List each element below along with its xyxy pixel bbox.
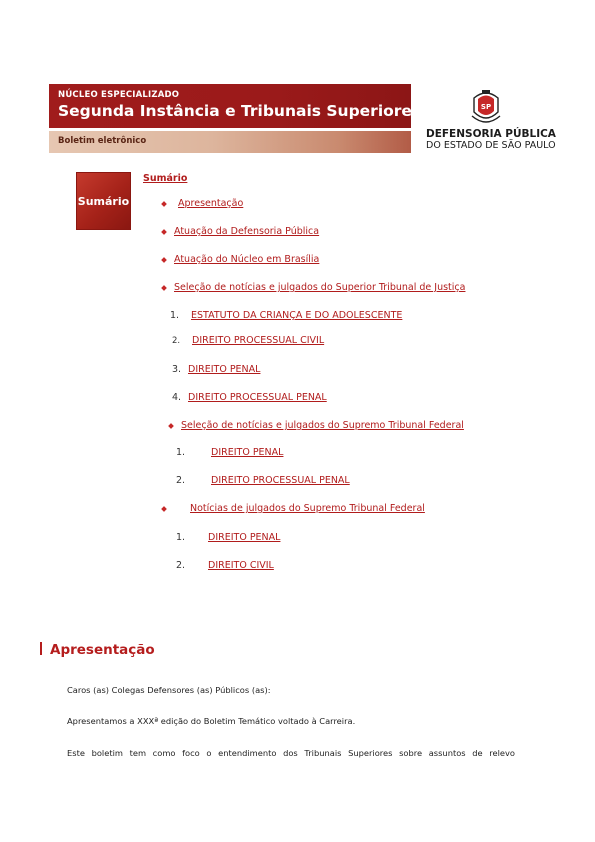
toc-link[interactable]: Atuação do Núcleo em Brasília (174, 254, 320, 265)
bullet-icon (161, 506, 167, 512)
toc-item-stj-1[interactable] (170, 310, 402, 321)
toc-item-stf-2[interactable] (176, 475, 350, 486)
bullet-icon (161, 285, 167, 291)
svg-text:SP: SP (480, 103, 492, 111)
banner-top (49, 84, 422, 128)
toc-item-apresentacao[interactable] (162, 198, 243, 209)
toc-item-atuacao-defensoria[interactable] (162, 226, 319, 237)
paragraph-intro: Apresentamos a XXXª edição do Boletim Temático voltado à Carreira. (67, 716, 356, 726)
item-number: 1. (170, 310, 180, 321)
toc-item-stj-4[interactable] (172, 392, 327, 403)
toc-link[interactable]: Seleção de notícias e julgados do Superior Tribunal de Justiça (174, 282, 466, 293)
item-number: 2. (172, 335, 181, 346)
paragraph-greeting: Caros (as) Colegas Defensores (as) Públicos (as): (67, 685, 271, 695)
toc-link[interactable]: DIREITO CIVIL (208, 560, 274, 571)
banner-title: Segunda Instância e Tribunais Superiores (58, 102, 422, 120)
item-number: 1. (176, 532, 186, 543)
banner-bottom (49, 131, 411, 153)
paragraph-focus: Este boletim tem como foco o entendimento dos Tribunais Superiores sobre assuntos de relevo (67, 748, 515, 758)
item-number: 4. (172, 392, 182, 403)
toc-item-stj-3[interactable] (172, 364, 260, 375)
toc-link[interactable]: DIREITO PROCESSUAL CIVIL (192, 335, 325, 346)
toc-link[interactable]: DIREITO PENAL (188, 364, 261, 375)
toc-link[interactable]: DIREITO PENAL (208, 532, 281, 543)
section-heading (40, 642, 155, 658)
toc-title-link[interactable]: Sumário (143, 173, 188, 184)
toc-link[interactable]: Notícias de julgados do Supremo Tribunal Federal (190, 503, 425, 514)
item-number: 3. (172, 364, 182, 375)
item-number: 2. (176, 560, 186, 571)
toc-link[interactable]: DIREITO PENAL (211, 447, 284, 458)
toc-item-noticias-1[interactable] (176, 532, 280, 543)
coat-of-arms-icon (470, 88, 502, 126)
item-number: 1. (176, 447, 186, 458)
toc-item-stf[interactable] (169, 420, 464, 431)
summary-box (76, 172, 131, 230)
toc-item-stj-2[interactable] (172, 335, 324, 346)
logo-line-1: DEFENSORIA PÚBLICA (426, 128, 556, 140)
banner-kicker: NÚCLEO ESPECIALIZADO (58, 90, 180, 100)
toc-item-noticias-stf[interactable] (162, 503, 425, 514)
header-banner (49, 84, 422, 153)
toc-link[interactable]: Apresentação (178, 198, 244, 209)
banner-subtitle: Boletim eletrônico (58, 136, 147, 146)
section-heading-text: Apresentação (50, 642, 155, 658)
toc-item-atuacao-nucleo[interactable] (162, 254, 319, 265)
bullet-icon (161, 201, 167, 207)
toc-link[interactable]: Atuação da Defensoria Pública (174, 226, 320, 237)
toc-link[interactable]: ESTATUTO DA CRIANÇA E DO ADOLESCENTE (191, 310, 403, 321)
toc-link[interactable]: DIREITO PROCESSUAL PENAL (188, 392, 327, 403)
toc-link[interactable]: DIREITO PROCESSUAL PENAL (211, 475, 350, 486)
bullet-icon (168, 423, 174, 429)
defensoria-logo (423, 88, 573, 152)
item-number: 2. (176, 475, 186, 486)
toc-link[interactable]: Seleção de notícias e julgados do Supremo Tribunal Federal (181, 420, 464, 431)
toc-item-noticias-2[interactable] (176, 560, 274, 571)
bullet-icon (161, 229, 167, 235)
summary-box-label: Sumário (77, 194, 130, 208)
toc-item-stj[interactable] (162, 282, 465, 293)
bullet-icon (161, 257, 167, 263)
logo-line-2: DO ESTADO DE SÃO PAULO (426, 140, 556, 151)
heading-bar (40, 642, 42, 655)
toc-item-stf-1[interactable] (176, 447, 283, 458)
